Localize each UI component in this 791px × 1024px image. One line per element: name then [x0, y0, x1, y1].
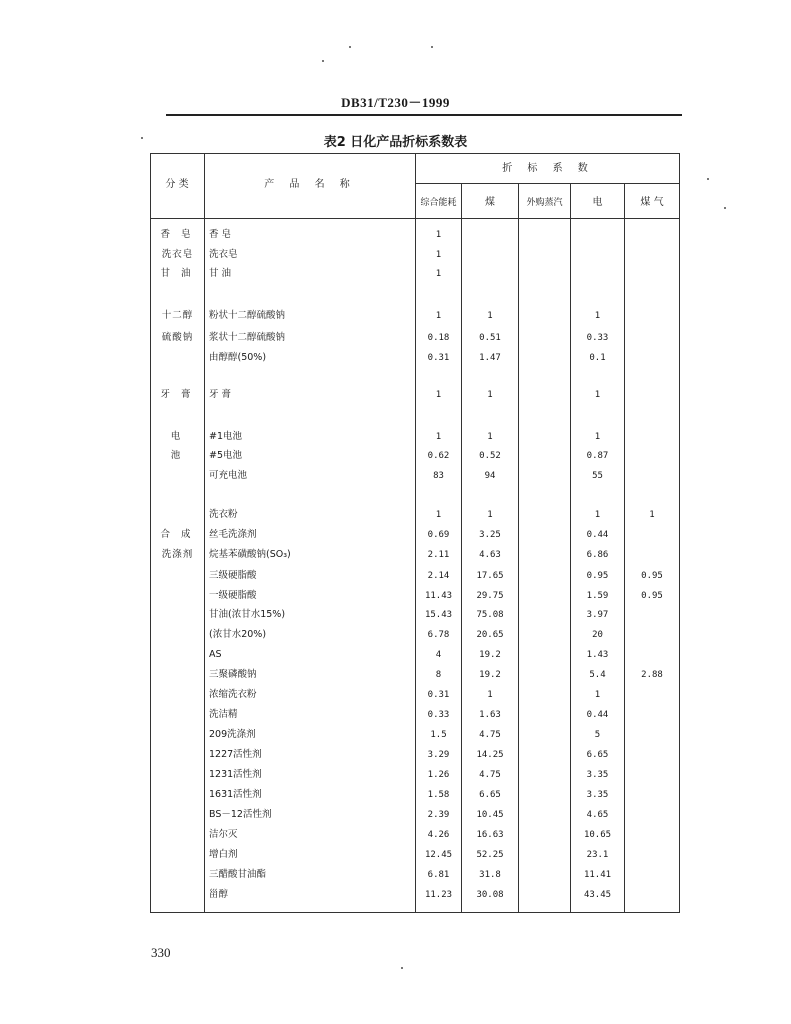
scan-speck — [724, 207, 726, 209]
elec-value-cell: 1 — [594, 510, 601, 520]
product-name-cell: 1227活性剂 — [209, 749, 262, 760]
elec-value-cell: 6.65 — [586, 750, 609, 760]
product-name-cell: 牙 膏 — [209, 389, 232, 400]
coal-value-cell: 19.2 — [479, 670, 501, 680]
elec-value-cell: 43.45 — [583, 890, 612, 900]
total-value-cell: 0.69 — [427, 530, 450, 540]
elec-value-cell: 0.44 — [586, 710, 609, 720]
coal-value-cell: 75.08 — [476, 610, 504, 620]
elec-value-cell: 1 — [594, 390, 601, 400]
category-glycerin: 甘 油 — [160, 268, 195, 279]
scan-speck — [707, 178, 709, 180]
header-coal: 煤 — [485, 197, 495, 208]
elec-value-cell: 1 — [594, 311, 601, 321]
total-value-cell: 0.33 — [427, 710, 450, 720]
coal-value-cell: 1 — [487, 390, 493, 400]
elec-value-cell: 11.41 — [583, 870, 612, 880]
coal-value-cell: 19.2 — [479, 650, 501, 660]
elec-divider — [624, 183, 625, 913]
coal-value-cell: 30.08 — [476, 890, 504, 900]
product-name-cell: 香 皂 — [209, 229, 232, 240]
scan-speck — [141, 137, 143, 139]
coal-value-cell: 29.75 — [476, 591, 504, 601]
total-value-cell: 11.43 — [424, 591, 453, 601]
elec-value-cell: 5.4 — [589, 670, 606, 680]
total-value-cell: 6.78 — [427, 630, 450, 640]
coal-value-cell: 1 — [487, 432, 493, 442]
product-name-cell: 一级硬脂酸 — [209, 590, 257, 601]
gas-value-cell: 2.88 — [641, 670, 663, 680]
table-subheader-rule — [415, 183, 680, 184]
product-name-cell: 浆状十二醇硫酸钠 — [209, 332, 286, 343]
category-soap: 香 皂 — [160, 229, 195, 240]
elec-value-cell: 1.43 — [586, 650, 609, 660]
total-value-cell: 1 — [435, 390, 442, 400]
product-name-cell: 甾醇 — [209, 889, 229, 900]
elec-value-cell: 1 — [594, 690, 601, 700]
coal-value-cell: 1.47 — [479, 353, 501, 363]
elec-value-cell: 1 — [594, 432, 601, 442]
total-value-cell: 1 — [435, 269, 442, 279]
elec-value-cell: 4.65 — [586, 810, 609, 820]
elec-value-cell: 1.59 — [586, 591, 609, 601]
header-elec: 电 — [592, 197, 603, 208]
product-name-cell: 三级硬脂酸 — [209, 570, 257, 581]
coal-value-cell: 14.25 — [476, 750, 504, 760]
page-number: 330 — [151, 945, 171, 960]
total-value-cell: 83 — [433, 471, 444, 481]
total-value-cell: 1 — [435, 510, 442, 520]
scan-speck — [401, 967, 403, 969]
product-name-cell: #5电池 — [209, 450, 243, 461]
elec-value-cell: 10.65 — [583, 830, 612, 840]
elec-value-cell: 23.1 — [586, 850, 609, 860]
coal-value-cell: 1 — [487, 510, 493, 520]
total-value-cell: 0.18 — [427, 333, 450, 343]
category-synthetic-1: 合 成 — [160, 529, 195, 540]
header-gas: 煤 气 — [640, 197, 664, 208]
total-value-cell: 8 — [435, 670, 442, 680]
elec-value-cell: 0.87 — [586, 451, 609, 461]
elec-value-cell: 0.33 — [586, 333, 609, 343]
total-value-cell: 1 — [435, 432, 442, 442]
total-value-cell: 6.81 — [427, 870, 450, 880]
elec-value-cell: 0.95 — [586, 571, 609, 581]
total-value-cell: 1.58 — [427, 790, 450, 800]
coal-value-cell: 4.75 — [479, 770, 501, 780]
total-value-cell: 2.14 — [427, 571, 450, 581]
category-battery-1: 电 — [170, 431, 185, 442]
total-value-cell: 2.39 — [427, 810, 450, 820]
total-value-cell: 1.5 — [430, 730, 447, 740]
total-value-cell: 3.29 — [427, 750, 450, 760]
elec-value-cell: 0.44 — [586, 530, 609, 540]
coal-value-cell: 16.63 — [476, 830, 504, 840]
coal-value-cell: 1 — [487, 311, 493, 321]
header-total: 综合能耗 — [420, 198, 457, 208]
category-battery-2: 池 — [170, 450, 185, 461]
category-laundry-soap: 洗衣皂 — [161, 249, 194, 260]
elec-value-cell: 3.97 — [586, 610, 609, 620]
elec-value-cell: 3.35 — [586, 770, 609, 780]
product-name-cell: 209洗涤剂 — [209, 729, 256, 740]
product-name-cell: 甘 油 — [209, 268, 232, 279]
product-name-cell: 洗衣皂 — [209, 249, 238, 260]
elec-value-cell: 0.1 — [589, 353, 606, 363]
header-code: DB31/T230－1999 — [341, 95, 450, 110]
coal-value-cell: 0.52 — [479, 451, 501, 461]
product-name-cell: 丝毛洗涤剂 — [209, 529, 257, 540]
category-sulfate: 硫酸钠 — [161, 332, 194, 343]
coal-value-cell: 10.45 — [476, 810, 504, 820]
elec-value-cell: 3.35 — [586, 790, 609, 800]
product-name-cell: 烷基苯磺酸钠(SO₃) — [209, 549, 291, 560]
product-name-cell: 浓缩洗衣粉 — [209, 689, 257, 700]
header-product-name: 产 品 名 称 — [264, 179, 356, 190]
total-value-cell: 2.11 — [427, 550, 450, 560]
elec-value-cell: 5 — [594, 730, 601, 740]
product-name-cell: 洁尔灭 — [209, 829, 238, 840]
coal-value-cell: 0.51 — [479, 333, 501, 343]
total-value-cell: 15.43 — [424, 610, 453, 620]
total-divider — [461, 183, 462, 913]
coal-value-cell: 31.8 — [479, 870, 501, 880]
total-value-cell: 1.26 — [427, 770, 450, 780]
product-name-cell: 1631活性剂 — [209, 789, 262, 800]
coal-divider — [518, 183, 519, 913]
product-name-cell: 增白剂 — [209, 849, 238, 860]
elec-value-cell: 20 — [592, 630, 603, 640]
category-dodecanol: 十二醇 — [161, 310, 194, 321]
product-name-cell: 三醋酸甘油酯 — [209, 869, 267, 880]
elec-value-cell: 55 — [592, 471, 603, 481]
coal-value-cell: 52.25 — [476, 850, 504, 860]
product-name-cell: #1电池 — [209, 431, 243, 442]
scan-speck — [322, 60, 324, 62]
steam-divider — [570, 183, 571, 913]
coal-value-cell: 17.65 — [476, 571, 504, 581]
scan-speck — [431, 46, 433, 48]
coal-value-cell: 94 — [484, 471, 496, 481]
coefficient-table — [150, 153, 680, 913]
coal-value-cell: 20.65 — [476, 630, 504, 640]
product-name-cell: (浓甘水20%) — [209, 629, 267, 640]
category-toothpaste: 牙 膏 — [160, 389, 195, 400]
header-rule — [166, 114, 682, 116]
product-name-cell: 粉状十二醇硫酸钠 — [209, 310, 286, 321]
total-value-cell: 0.31 — [427, 690, 450, 700]
total-value-cell: 1 — [435, 311, 442, 321]
gas-value-cell: 1 — [649, 510, 655, 520]
total-value-cell: 4.26 — [427, 830, 450, 840]
gas-value-cell: 0.95 — [641, 591, 663, 601]
coal-value-cell: 3.25 — [479, 530, 501, 540]
product-name-cell: 甘油(浓甘水15%) — [209, 609, 286, 620]
table-right-rule — [679, 153, 680, 913]
total-value-cell: 1 — [435, 250, 442, 260]
coal-value-cell: 4.63 — [479, 550, 501, 560]
coal-value-cell: 6.65 — [479, 790, 501, 800]
product-name-cell: 由醇醇(50%) — [209, 352, 267, 363]
header-category: 分 类 — [165, 179, 189, 190]
coal-value-cell: 1.63 — [479, 710, 501, 720]
product-name-cell: 可充电池 — [209, 470, 248, 481]
total-value-cell: 4 — [435, 650, 442, 660]
coal-value-cell: 4.75 — [479, 730, 501, 740]
total-value-cell: 12.45 — [424, 850, 453, 860]
product-name-cell: BS－12活性剂 — [209, 809, 272, 820]
table-caption: 表2 日化产品折标系数表 — [323, 135, 468, 150]
gas-value-cell: 0.95 — [641, 571, 663, 581]
header-coefficients: 折 标 系 数 — [502, 163, 594, 174]
product-name-cell: 洗洁精 — [209, 709, 238, 720]
product-name-cell: 洗衣粉 — [209, 509, 238, 520]
total-value-cell: 1 — [435, 230, 442, 240]
product-name-cell: AS — [209, 649, 222, 660]
scan-speck — [349, 46, 351, 48]
category-synthetic-2: 洗涤剂 — [161, 549, 194, 560]
total-value-cell: 11.23 — [424, 890, 453, 900]
total-value-cell: 0.31 — [427, 353, 450, 363]
product-name-cell: 三聚磷酸钠 — [209, 669, 257, 680]
header-steam: 外购蒸汽 — [526, 198, 563, 208]
total-value-cell: 0.62 — [427, 451, 450, 461]
product-name-cell: 1231活性剂 — [209, 769, 262, 780]
coal-value-cell: 1 — [487, 690, 493, 700]
elec-value-cell: 6.86 — [586, 550, 609, 560]
